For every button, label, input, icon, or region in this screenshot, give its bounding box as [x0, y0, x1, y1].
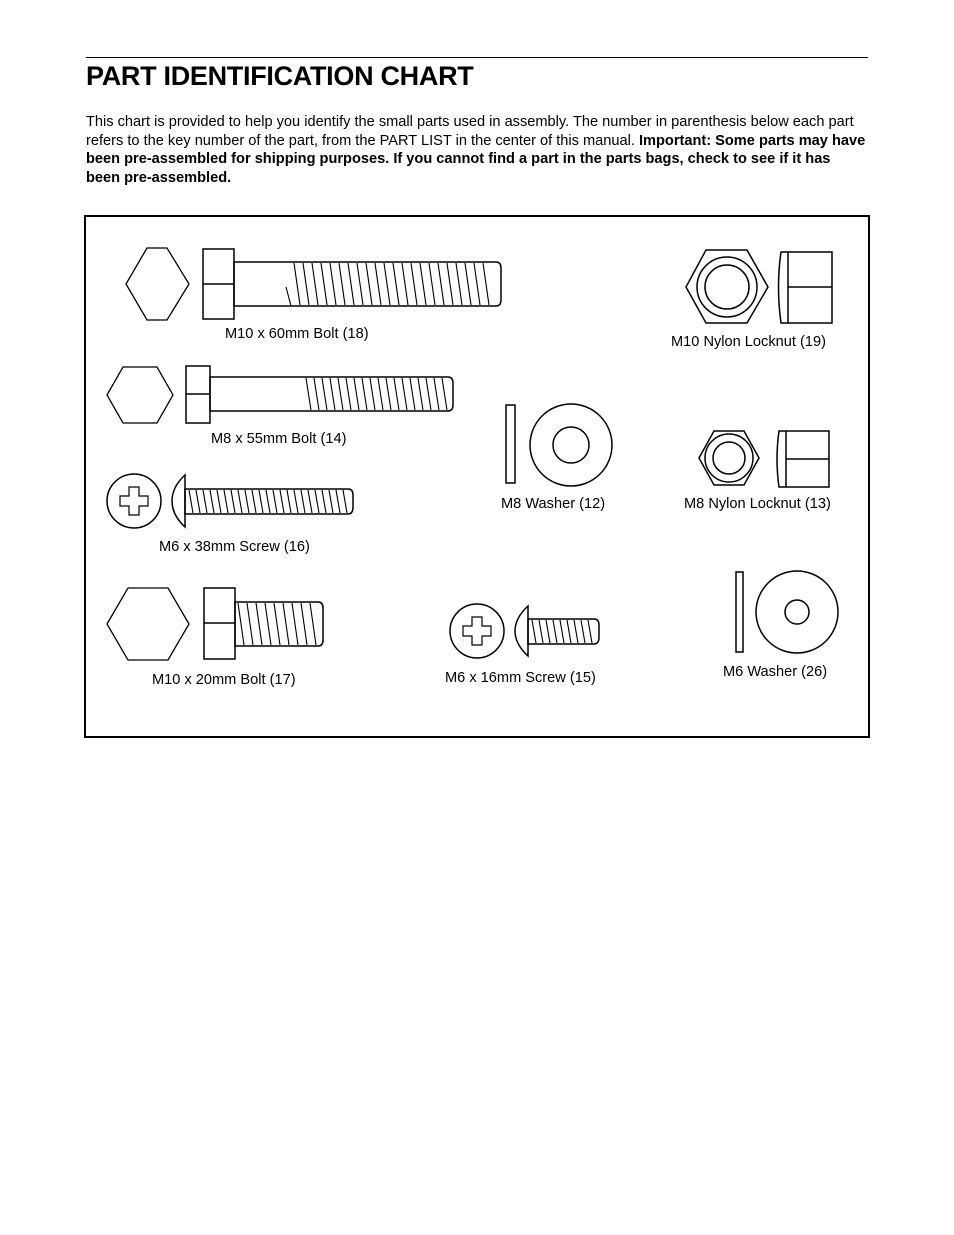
part-label: M10 x 20mm Bolt (17): [152, 672, 296, 688]
intro-paragraph: [86, 113, 868, 187]
m8-nylon-locknut-icon: [699, 431, 829, 487]
page-title: PART IDENTIFICATION CHART: [86, 61, 474, 91]
intro-text: This chart is provided to help you identify the small parts used in assembly. The number in parenthesis below each part refers to the key number of the part, from the PART LIST in the center of this manual.: [86, 114, 854, 149]
m10-60mm-bolt-icon: [126, 248, 501, 320]
parts-drawings: [86, 217, 868, 736]
m6-38mm-screw-icon: [107, 474, 353, 528]
part-label: M10 Nylon Locknut (19): [671, 334, 826, 350]
m6-16mm-screw-icon: [450, 604, 599, 658]
m6-washer-icon: [736, 571, 838, 653]
m8-washer-icon: [506, 404, 612, 486]
part-label: M8 Washer (12): [501, 496, 606, 512]
m8-55mm-bolt-icon: [107, 366, 453, 423]
top-rule: [86, 57, 868, 58]
part-label: M10 x 60mm Bolt (18): [225, 326, 369, 342]
intro-important: Important: Some parts may have been pre-assembled for shipping purposes. If you cannot find a part in the parts bags, check to see if it has been pre-assembled.: [86, 132, 866, 186]
part-label: M8 Nylon Locknut (13): [684, 496, 831, 512]
part-label: M6 x 38mm Screw (16): [159, 539, 310, 555]
m10-20mm-bolt-icon: [107, 588, 323, 660]
part-label: M6 x 16mm Screw (15): [445, 670, 596, 686]
parts-chart: [84, 215, 870, 738]
part-label: M6 Washer (26): [723, 664, 828, 680]
part-label: M8 x 55mm Bolt (14): [211, 431, 347, 447]
m10-nylon-locknut-icon: [686, 250, 832, 323]
